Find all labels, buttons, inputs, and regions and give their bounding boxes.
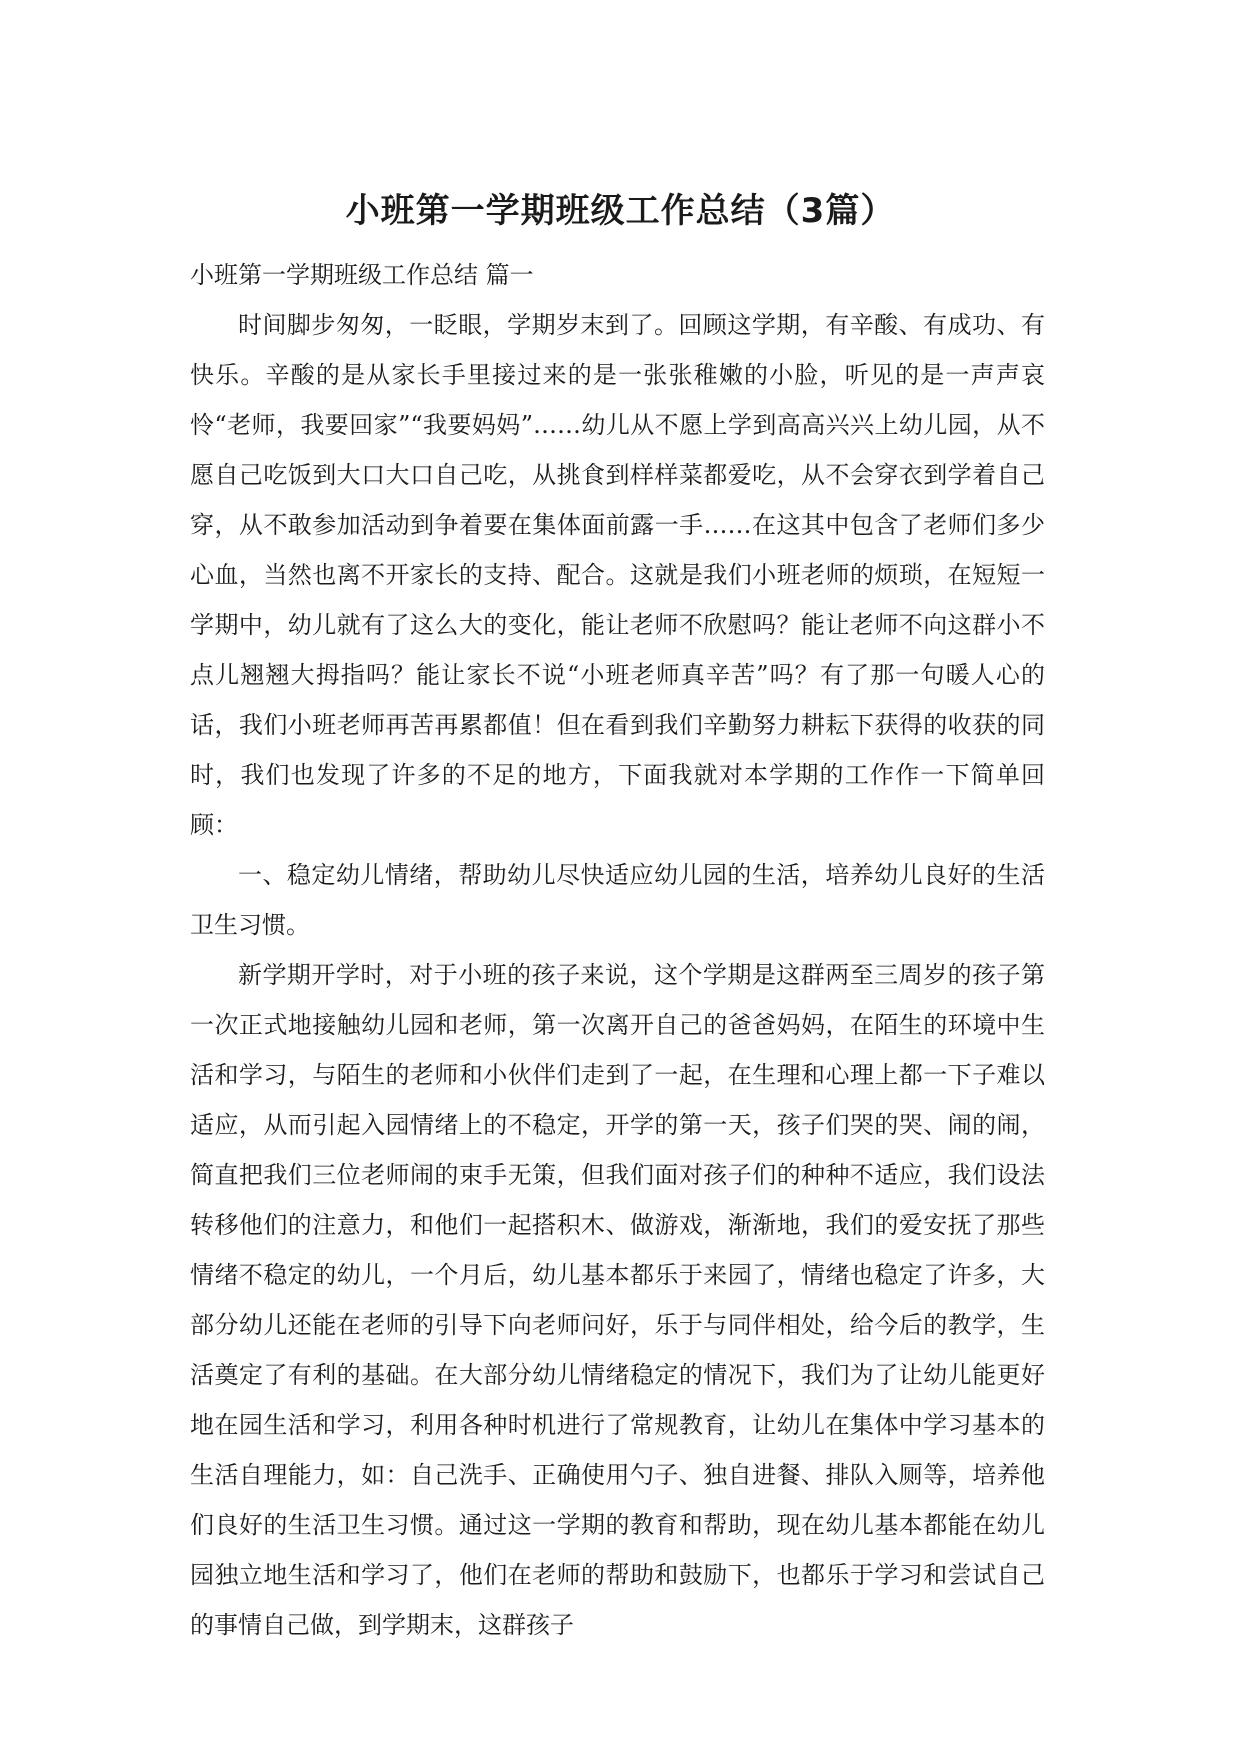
body-paragraph: 新学期开学时，对于小班的孩子来说，这个学期是这群两至三周岁的孩子第一次正式地接触幼儿园和老师，第一次离开自己的爸爸妈妈，在陌生的环境中生活和学习，与陌生的老师和小伙伴们走到了一起，在生理和心理上都一下子难以适应，从而引起入园情绪上的不稳定，开学的第一天，孩子们哭的哭、闹的闹，简直把我们三位老师闹的束手无策，但我们面对孩子们的种种不适应，我们设法转移他们的注意力，和他们一起搭积木、做游戏，渐渐地，我们的爱安抚了那些情绪不稳定的幼儿，一个月后，幼儿基本都乐于来园了，情绪也稳定了许多，大部分幼儿还能在老师的引导下向老师问好，乐于与同伴相处，给今后的教学，生活奠定了有利的基础。在大部分幼儿情绪稳定的情况下，我们为了让幼儿能更好地在园生活和学习，利用各种时机进行了常规教育，让幼儿在集体中学习基本的生活自理能力，如：自己洗手、正确使用勺子、独自进餐、排队入厕等，培养他们良好的生活卫生习惯。通过这一学期的教育和帮助，现在幼儿基本都能在幼儿园独立地生活和学习了，他们在老师的帮助和鼓励下，也都乐于学习和尝试自己的事情自己做，到学期末，这群孩子	[190, 961, 1045, 1639]
section-heading-paragraph: 一、稳定幼儿情绪，帮助幼儿尽快适应幼儿园的生活，培养幼儿良好的生活卫生习惯。	[190, 861, 1045, 939]
document-title: 小班第一学期班级工作总结（3篇）	[345, 191, 896, 231]
body-paragraph: 时间脚步匆匆，一眨眼，学期岁末到了。回顾这学期，有辛酸、有成功、有快乐。辛酸的是从家长手里接过来的是一张张稚嫩的小脸，听见的是一声声哀怜“老师，我要回家”“我要妈妈”……幼儿从不愿上学到高高兴兴上幼儿园，从不愿自己吃饭到大口大口自己吃，从挑食到样样菜都爱吃，从不会穿衣到学着自己穿，从不敢参加活动到争着要在集体面前露一手……在这其中包含了老师们多少心血，当然也离不开家长的支持、配合。这就是我们小班老师的烦琐，在短短一学期中，幼儿就有了这么大的变化，能让老师不欣慰吗？能让老师不向这群小不点儿翘翘大拇指吗？能让家长不说“小班老师真辛苦”吗？有了那一句暖人心的话，我们小班老师再苦再累都值！但在看到我们辛勤努力耕耘下获得的收获的同时，我们也发现了许多的不足的地方，下面我就对本学期的工作作一下简单回顾：	[190, 311, 1045, 839]
document-body	[190, 250, 1045, 1650]
section-subheading: 小班第一学期班级工作总结 篇一	[190, 261, 534, 289]
